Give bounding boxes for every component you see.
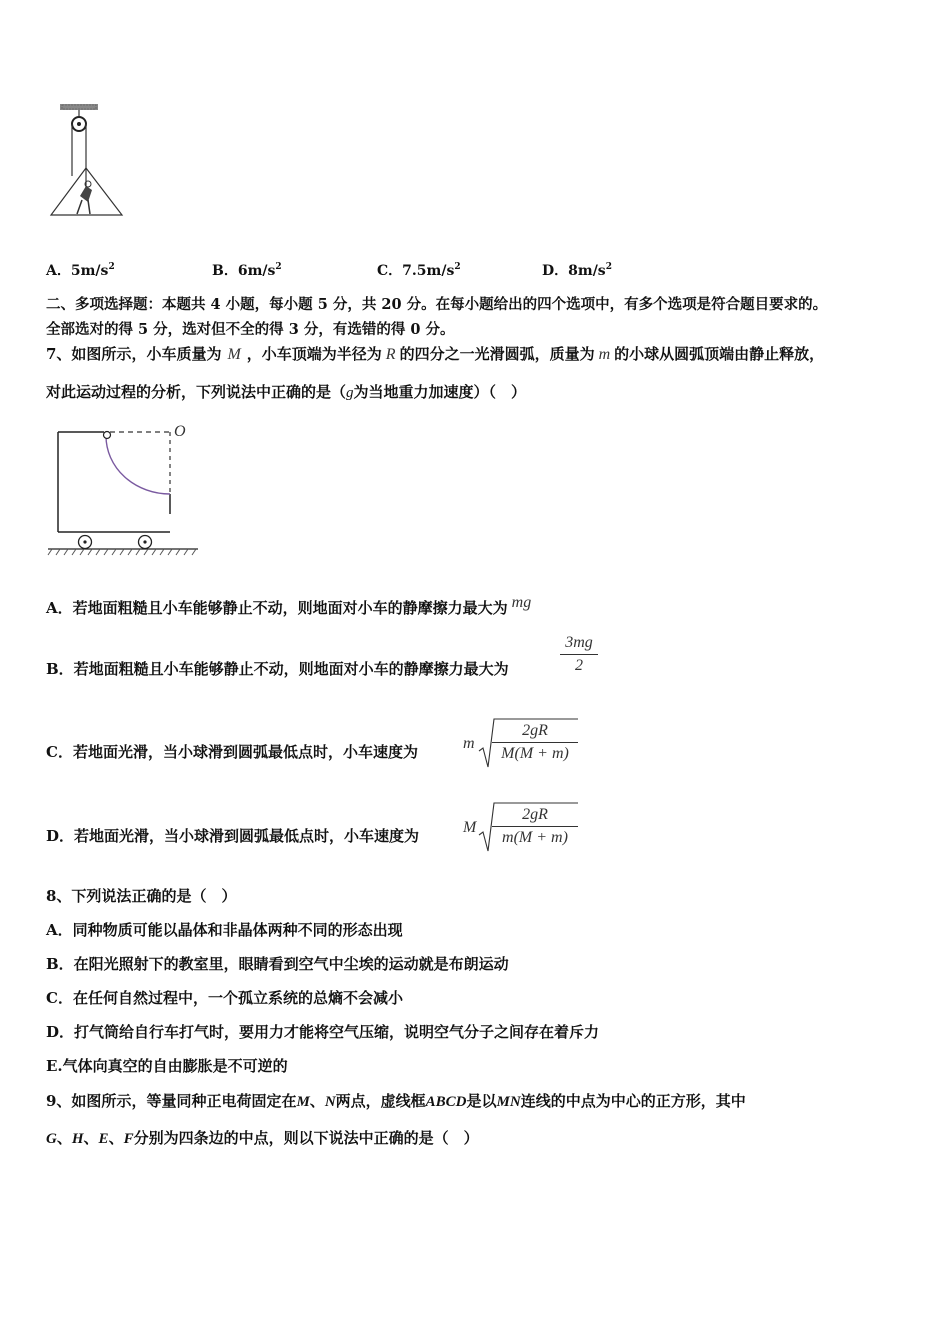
q8-option-a[interactable]: A．同种物质可能以晶体和非晶体两种不同的形态出现 bbox=[46, 921, 403, 939]
q7-d-fraction: 2gR m(M + m) bbox=[492, 806, 578, 847]
section2-line1: 二、多项选择题：本题共 4 小题，每小题 5 分，共 20 分。在每小题给出的四个选项中，有多个选项是符合题目要求的。 bbox=[46, 296, 828, 313]
section2-line2: 全部选对的得 5 分，选对但不全的得 3 分，有选错的得 0 分。 bbox=[46, 321, 455, 338]
q7-stem-line2: 对此运动过程的分析，下列说法中正确的是（g为当地重力加速度）（ ） bbox=[46, 383, 527, 401]
q6-option-c[interactable]: C．$7.5m/s^2$ bbox=[377, 262, 461, 279]
arc-center-label: O bbox=[174, 423, 186, 440]
q8-option-c[interactable]: C．在任何自然过程中，一个孤立系统的总熵不会减小 bbox=[46, 989, 403, 1007]
q8-option-d[interactable]: D．打气筒给自行车打气时，要用力才能将空气压缩，说明空气分子之间存在着斥力 bbox=[46, 1023, 600, 1041]
q7-d-coefficient: M bbox=[463, 819, 477, 836]
q7-option-c[interactable]: C．若地面光滑，当小球滑到圆弧最低点时，小车速度为 bbox=[46, 743, 418, 761]
q7-c-fraction: 2gR M(M + m) bbox=[492, 722, 578, 763]
q8-stem: 8、下列说法正确的是（ ） bbox=[46, 887, 237, 905]
q9-stem-line2: G、H、E、F分别为四条边的中点，则以下说法中正确的是（ ） bbox=[46, 1129, 479, 1147]
cart-figure bbox=[44, 422, 204, 562]
q7-c-coefficient: m bbox=[463, 735, 475, 752]
q7-option-d[interactable]: D．若地面光滑，当小球滑到圆弧最低点时，小车速度为 bbox=[46, 827, 420, 845]
q6-option-d[interactable]: D．$8m/s^2$ bbox=[542, 262, 612, 279]
q7-b-fraction: 3mg 2 bbox=[560, 634, 598, 675]
q6-option-b[interactable]: B．$6m/s^2$ bbox=[212, 262, 282, 279]
q6-option-a[interactable]: A．$5m/s^2$ bbox=[46, 262, 115, 279]
pulley-figure bbox=[44, 100, 134, 222]
q8-option-e[interactable]: E.气体向真空的自由膨胀是不可逆的 bbox=[46, 1057, 288, 1075]
q9-stem-line1: 9、如图所示，等量同种正电荷固定在M、N两点，虚线框ABCD是以MN连线的中点为中心的正方形，其中 bbox=[46, 1092, 746, 1110]
q7-stem-line1: 7、如图所示，小车质量为 M ，小车顶端为半径为 R 的四分之一光滑圆弧，质量为 m 的小球从圆弧顶端由静止释放， bbox=[46, 345, 825, 363]
q7-option-a[interactable]: A．若地面粗糙且小车能够静止不动，则地面对小车的静摩擦力最大为 mg bbox=[46, 594, 532, 617]
q8-option-b[interactable]: B．在阳光照射下的教室里，眼睛看到空气中尘埃的运动就是布朗运动 bbox=[46, 955, 509, 973]
q7-option-b[interactable]: B．若地面粗糙且小车能够静止不动，则地面对小车的静摩擦力最大为 bbox=[46, 660, 509, 678]
